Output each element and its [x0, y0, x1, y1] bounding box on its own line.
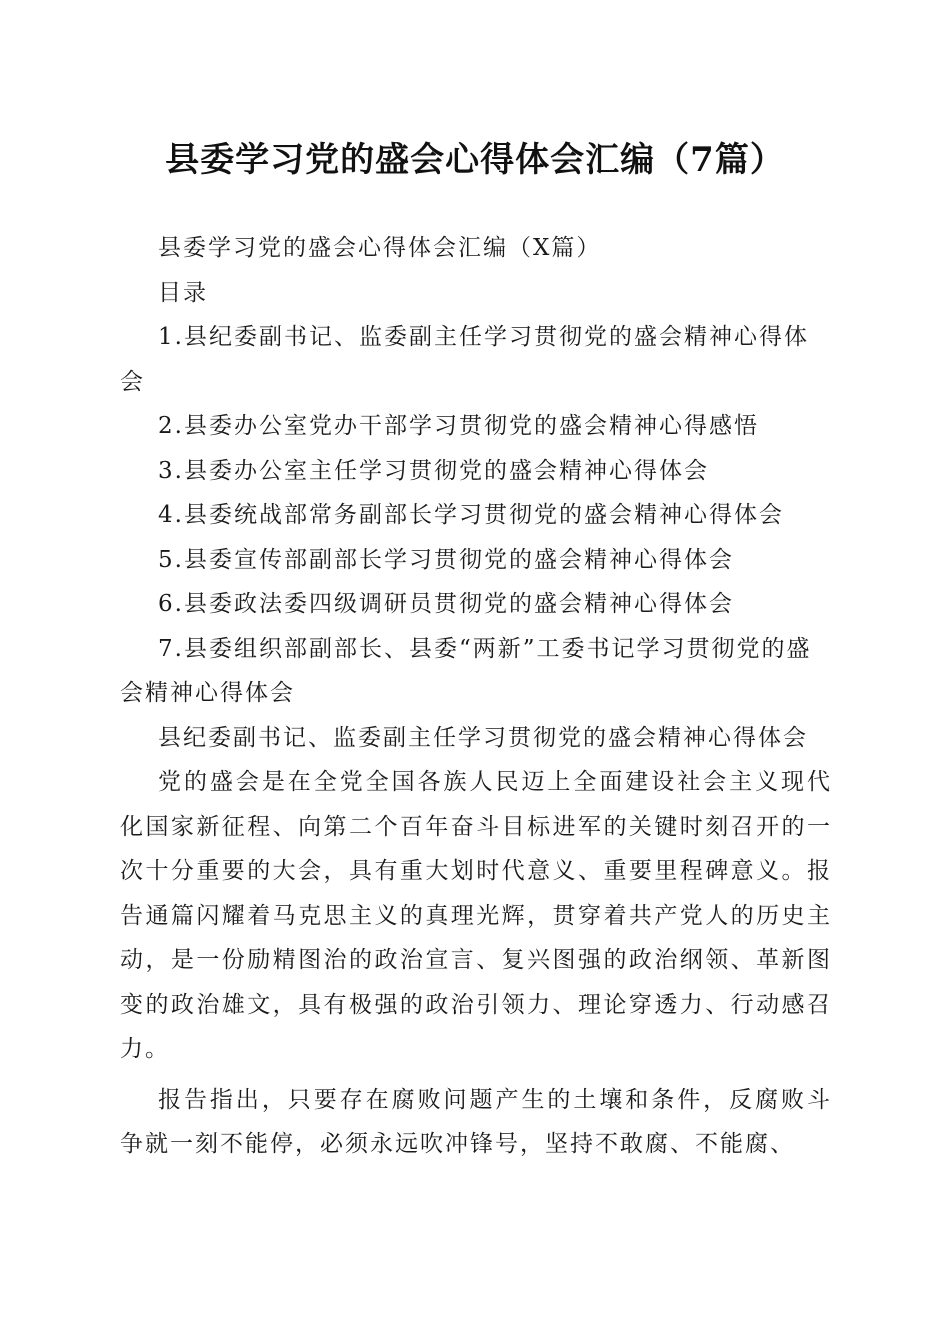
table-of-contents: [120, 315, 832, 716]
body-paragraph: 报告指出，只要存在腐败问题产生的土壤和条件，反腐败斗争就一刻不能停，必须永远吹冲锋号，坚持不敢腐、不能腐、: [120, 1086, 832, 1157]
toc-item-2: 2.县委办公室党办干部学习贯彻党的盛会精神心得感悟: [158, 413, 759, 439]
toc-heading: 目录: [158, 279, 208, 306]
toc-item-3: 3.县委办公室主任学习贯彻党的盛会精神心得体会: [158, 457, 709, 484]
document-body: [120, 226, 832, 1167]
toc-item-7: 7.县委组织部副部长、县委“两新”工委书记学习贯彻党的盛会精神心得体会: [120, 635, 812, 706]
section-heading: 县纪委副书记、监委副主任学习贯彻党的盛会精神心得体会: [158, 724, 808, 751]
document-title: 县委学习党的盛会心得体会汇编（7篇）: [165, 140, 785, 180]
toc-item-4: 4.县委统战部常务副部长学习贯彻党的盛会精神心得体会: [158, 502, 784, 528]
toc-item-6: 6.县委政法委四级调研员贯彻党的盛会精神心得体会: [158, 591, 734, 617]
document-subtitle: 县委学习党的盛会心得体会汇编（X篇）: [158, 235, 602, 261]
body-paragraph: 党的盛会是在全党全国各族人民迈上全面建设社会主义现代化国家新征程、向第二个百年奋斗目标进军的关键时刻召开的一次十分重要的大会，具有重大划时代意义、重要里程碑意义。报告通篇闪耀着马克思主义的真理光辉，贯穿着共产党人的历史主动，是一份励精图治的政治宣言、复兴图强的政治纲领、革新图变的政治雄文，具有极强的政治引领力、理论穿透力、行动感召力。: [120, 769, 832, 1062]
toc-item-1: 1.县纪委副书记、监委副主任学习贯彻党的盛会精神心得体会: [120, 324, 809, 395]
toc-item-5: 5.县委宣传部副部长学习贯彻党的盛会精神心得体会: [158, 546, 734, 573]
